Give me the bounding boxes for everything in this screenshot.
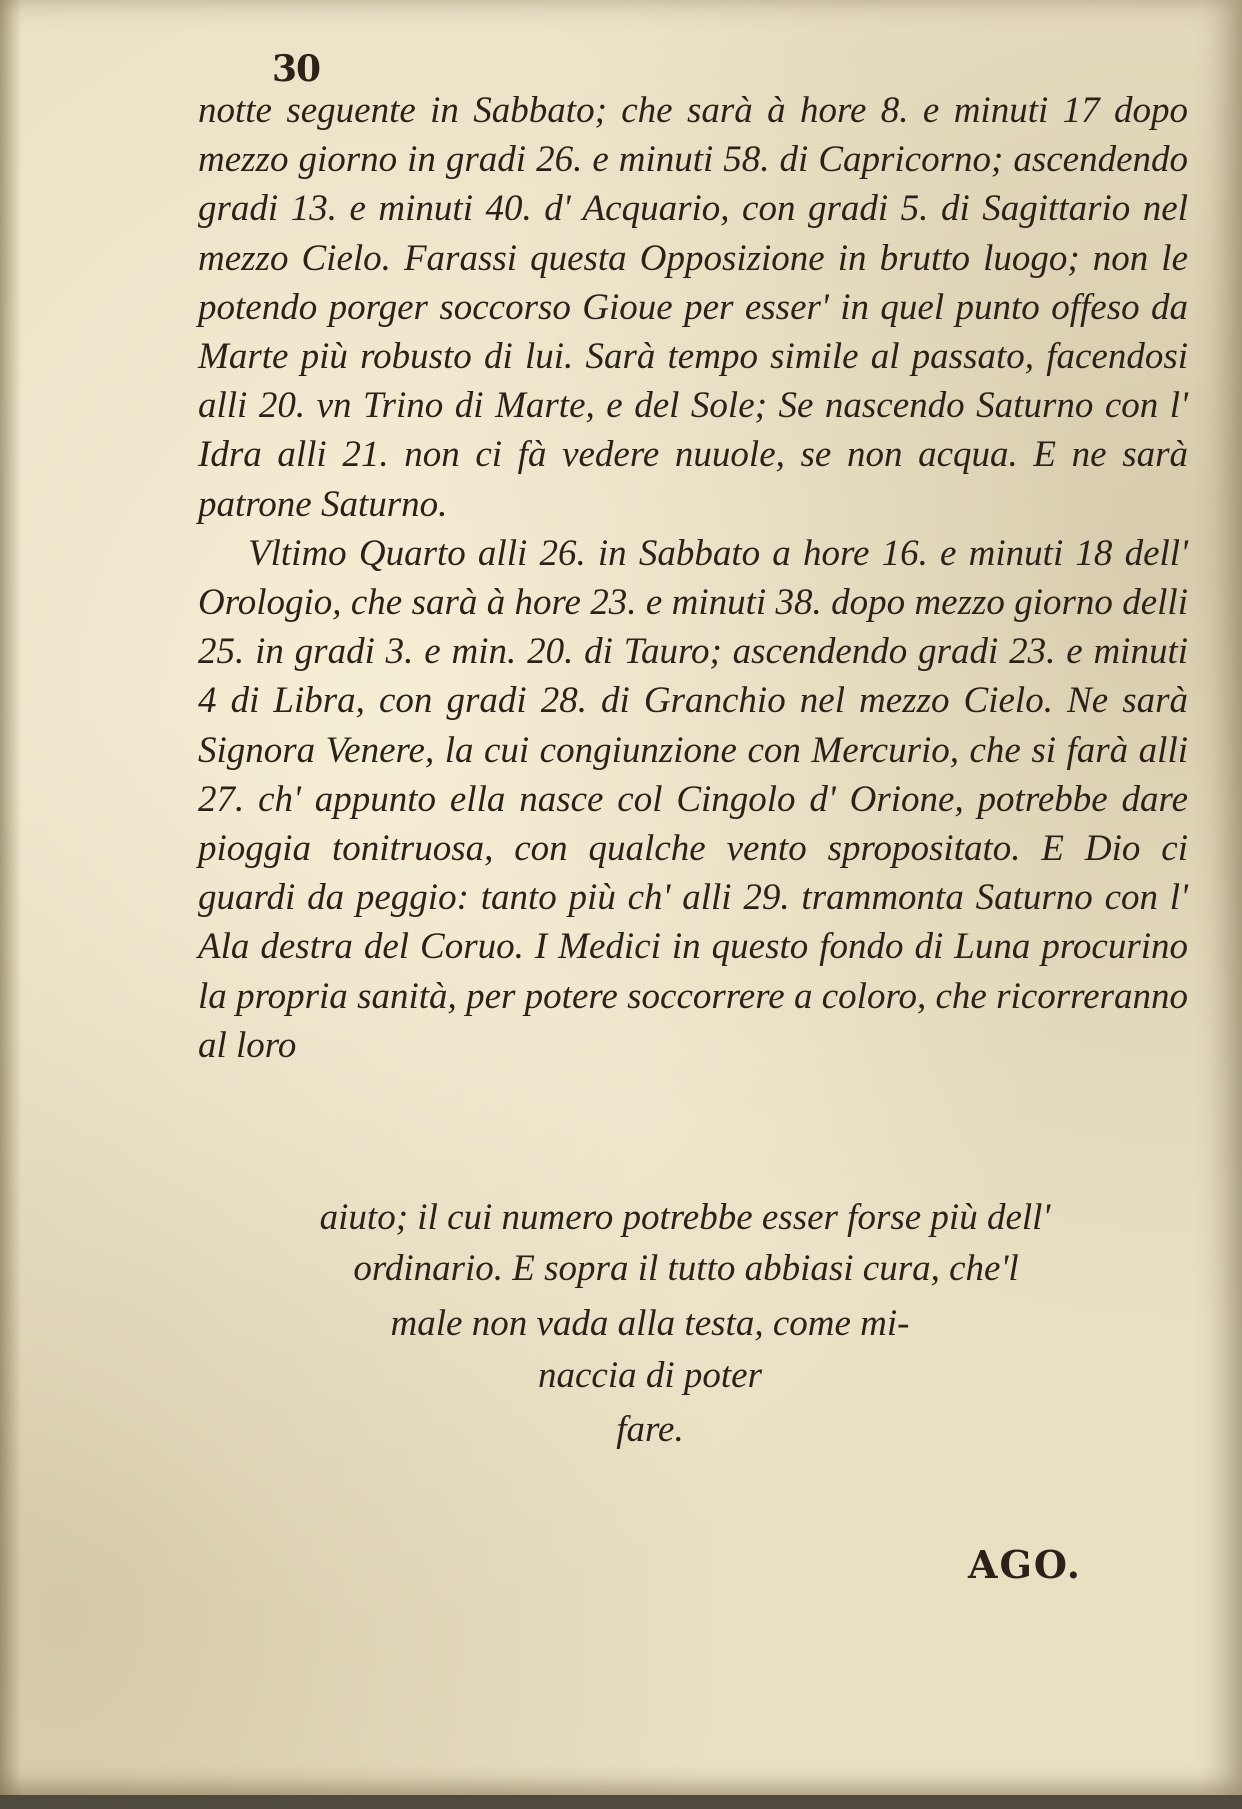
- page-bottom-edge: [0, 1795, 1242, 1809]
- page-number: 30: [272, 48, 321, 90]
- page-gutter-shadow: [0, 0, 22, 1795]
- tail-line-1: aiuto; il cui numero potrebbe esser forse più dell': [319, 1197, 1051, 1238]
- paragraph-1: notte seguente in Sabbato; che sarà à hore 8. e minuti 17 dopo mezzo giorno in gradi 26. e minuti 58. di Capricorno; ascendendo gradi 13. e minuti 40. d' Acquario, con gradi 5. di Sagittario nel mezzo Cielo. Farassi questa Opposizione in brutto luogo; non le potendo porger soccorso Gioue per esser' in quel punto offeso da Marte più robusto di lui. Sarà tempo simile al passato, facendosi alli 20. vn Trino di Marte, e del Sole; Se nascendo Saturno con l' Idra alli 21. non ci fà vedere nuuole, se non acqua. E ne sarà patrone Saturno.: [198, 90, 1188, 525]
- body-text: [198, 86, 1188, 1070]
- tail-line-4: naccia di poter: [537, 1355, 762, 1396]
- tail-line-5: fare.: [616, 1409, 684, 1450]
- tail-line-2: ordinario. E sopra il tutto abbiasi cura, che'l: [353, 1248, 1019, 1289]
- tail-line-3: male non vada alla testa, come mi-: [390, 1303, 910, 1344]
- paragraph-2: Vltimo Quarto alli 26. in Sabbato a hore 16. e minuti 18 dell' Orologio, che sarà à hore 23. e minuti 38. dopo mezzo giorno delli 25. in gradi 3. e min. 20. di Tauro; ascendendo gradi 23. e minuti 4 di Libra, con gradi 28. di Granchio nel mezzo Cielo. Ne sarà Signora Venere, la cui congiunzione con Mercurio, che si farà alli 27. ch' appunto ella nasce col Cingolo d' Orione, potrebbe dare pioggia tonitruosa, con qualche vento spropositato. E Dio ci guardi da peggio: tanto più ch' alli 29. trammonta Saturno con l' Ala destra del Coruo. I Medici in questo fondo di Luna procurino la propria sanità, per potere soccorrere a coloro, che ricorreranno al loro: [198, 532, 1188, 1066]
- catchword: AGO.: [968, 1542, 1083, 1587]
